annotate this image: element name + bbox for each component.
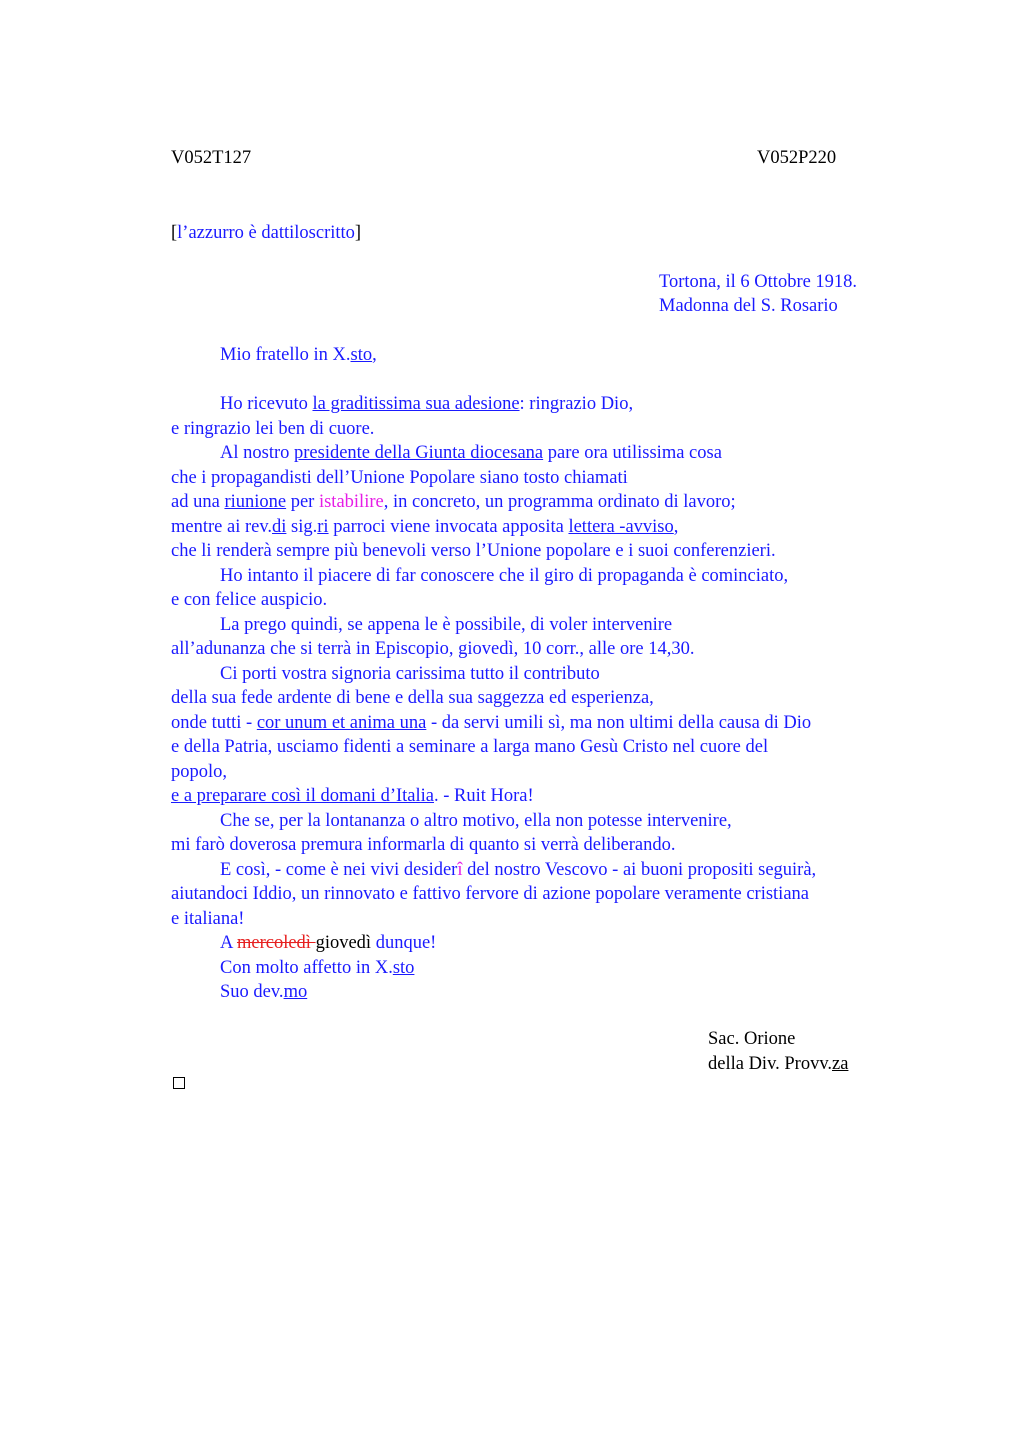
body-line: e italiana! (171, 908, 245, 929)
note-text: l’azzurro è dattiloscritto (177, 223, 355, 243)
body-line: Ci porti vostra signoria carissima tutto il contributo (220, 663, 600, 684)
body-line: e della Patria, usciamo fidenti a seminare a larga mano Gesù Cristo nel cuore del (171, 737, 769, 757)
body-line: aiutandoci Iddio, un rinnovato e fattivo fervore di azione popolare veramente cristiana (171, 884, 809, 904)
letter-body (171, 392, 911, 1005)
body-line: che li renderà sempre più benevoli verso l’Unione popolare e i suoi conferenzieri. (171, 541, 776, 561)
dateline-feast: Madonna del S. Rosario (659, 296, 838, 316)
body-line: Che se, per la lontananza o altro motivo, ella non potesse intervenire, (220, 810, 732, 831)
body-line: e con felice auspicio. (171, 590, 328, 610)
body-line: Con molto affetto in X.sto (220, 957, 415, 978)
header-right-code: V052P220 (757, 148, 837, 168)
body-line: onde tutti - cor unum et anima una - da servi umili sì, ma non ultimi della causa di Dio (171, 712, 812, 733)
salutation: Mio fratello in X.sto, (220, 345, 377, 365)
body-line: all’adunanza che si terrà in Episcopio, giovedì, 10 corr., alle ore 14,30. (171, 639, 695, 659)
body-line: La prego quindi, se appena le è possibile, di voler intervenire (220, 614, 673, 635)
end-marker-box (173, 1077, 185, 1089)
body-line: Ho intanto il piacere di far conoscere che il giro di propaganda è cominciato, (220, 565, 789, 586)
body-line: E così, - come è nei vivi desiderî del nostro Vescovo - ai buoni propositi seguirà, (220, 859, 817, 880)
deleted-word: mercoledì (236, 933, 316, 953)
dateline-place-date: Tortona, il 6 Ottobre 1918. (659, 272, 858, 292)
correction-magenta: istabilire (318, 492, 384, 512)
body-line: A mercoledì giovedì dunque! (220, 933, 437, 953)
transcription-note (171, 221, 361, 246)
correction-magenta: î (457, 859, 463, 880)
body-line: Suo dev.mo (220, 982, 308, 1002)
note-bracket-open: [ (171, 223, 178, 243)
body-line: e a preparare così il domani d’Italia. - Ruit Hora! (171, 786, 534, 806)
body-line: che i propagandisti dell’Unione Popolare siano tosto chiamati (171, 467, 628, 488)
body-line: Al nostro presidente della Giunta diocesana pare ora utilissima cosa (220, 443, 722, 463)
signature-title: della Div. Provv.za (708, 1054, 849, 1074)
body-line: e ringrazio lei ben di cuore. (171, 418, 375, 439)
note-bracket-close: ] (354, 223, 362, 243)
body-line: popolo, (171, 761, 228, 782)
body-line: Ho ricevuto la graditissima sua adesione: ringrazio Dio, (220, 394, 634, 414)
signature-name: Sac. Orione (708, 1029, 796, 1049)
handwritten-insertion: giovedì (315, 933, 372, 953)
header-left-code: V052T127 (171, 148, 252, 168)
body-line: mi farò doverosa premura informarla di quanto si verrà deliberando. (171, 835, 676, 855)
body-line: della sua fede ardente di bene e della sua saggezza ed esperienza, (171, 688, 654, 708)
body-line: mentre ai rev.di sig.ri parroci viene invocata apposita lettera -avviso, (171, 516, 679, 537)
body-line: ad una riunione per istabilire, in concreto, un programma ordinato di lavoro; (171, 492, 736, 512)
